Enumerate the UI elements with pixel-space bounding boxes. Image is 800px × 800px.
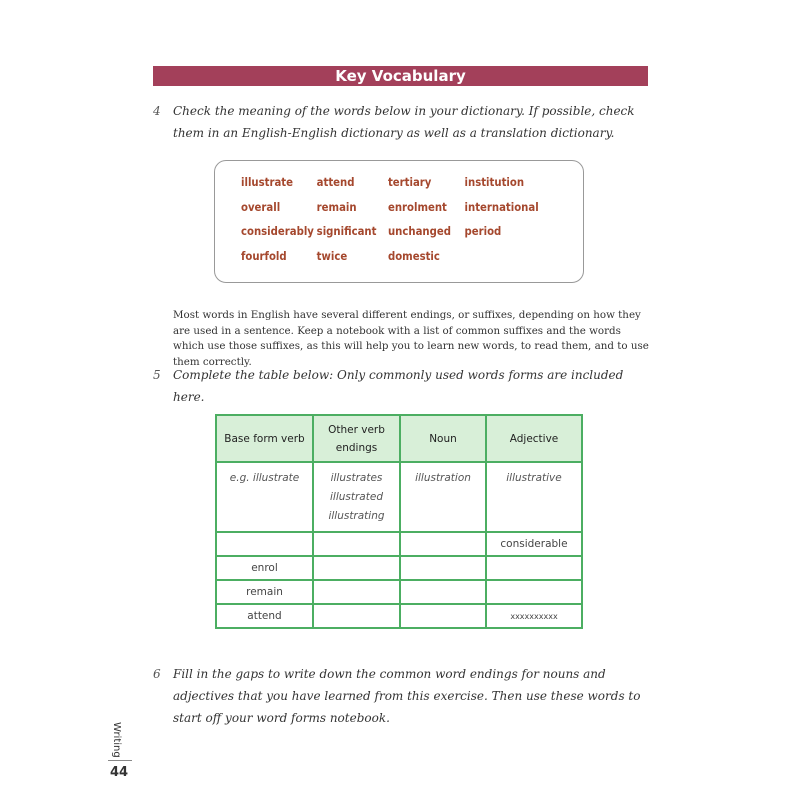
vocab-word: remain — [316, 199, 357, 214]
vocab-word: illustrate — [241, 175, 294, 189]
exercise-instruction: Fill in the gaps to write down the common word endings for nouns and adjectives that you have learned from this exercise. Then use these words to start off your word forms notebook. — [173, 667, 641, 725]
vocab-word: period — [464, 224, 502, 239]
table-cell[interactable] — [400, 604, 486, 628]
table-row — [216, 532, 582, 556]
page-number: 44 — [110, 765, 129, 780]
exercise-instruction: Check the meaning of the words below in your dictionary. If possible, check them in an English-English dictionary as well as a translation dictionary. — [173, 104, 635, 140]
vocab-word: considerably — [241, 224, 314, 239]
table-cell[interactable] — [400, 532, 486, 556]
table-row — [216, 580, 582, 604]
exercise-6 — [153, 663, 653, 729]
table-row — [216, 604, 582, 628]
vocab-word: unchanged — [387, 224, 451, 239]
table-cell[interactable] — [216, 532, 313, 556]
table-cell[interactable] — [486, 580, 582, 604]
table-cell: attend — [216, 604, 313, 628]
vocab-word: significant — [316, 224, 377, 239]
footer-divider — [108, 760, 132, 761]
vocab-word: twice — [316, 249, 348, 264]
example-other-endings — [313, 462, 400, 532]
example-noun: illustration — [400, 462, 486, 532]
vocab-word: attend — [316, 175, 355, 189]
table-cell: considerable — [486, 532, 582, 556]
table-cell[interactable] — [400, 580, 486, 604]
section-side-label: Writing — [111, 722, 122, 758]
table-cell: enrol — [216, 556, 313, 580]
suffix-paragraph: Most words in English have several different endings, or suffixes, depending on how they are used in a sentence. Keep a notebook with a list of common suffixes and the words which use those suffixes, as this will help you to learn new words, to read them, and to use them correctly. — [173, 309, 649, 368]
vocab-word: domestic — [387, 249, 440, 264]
table-cell[interactable] — [313, 556, 400, 580]
example-ending: illustrating — [328, 510, 385, 522]
example-ending: illustrates — [330, 472, 383, 484]
table-row — [216, 556, 582, 580]
exercise-5 — [153, 364, 653, 408]
table-row-example — [216, 462, 582, 532]
vocab-word: fourfold — [241, 249, 287, 264]
example-adjective: illustrative — [486, 462, 582, 532]
header-base-form: Base form verb — [216, 415, 313, 462]
exercise-instruction: Complete the table below: Only commonly used words forms are included here. — [173, 368, 624, 404]
exercise-4 — [153, 100, 653, 144]
exercise-number: 6 — [153, 667, 161, 681]
table-cell[interactable] — [313, 604, 400, 628]
table-cell: xxxxxxxxxx — [486, 604, 582, 628]
exercise-number: 5 — [153, 368, 161, 382]
table-header-row — [216, 415, 582, 462]
example-base: e.g. illustrate — [216, 462, 313, 532]
vocabulary-box — [214, 160, 584, 283]
table-cell[interactable] — [400, 556, 486, 580]
table-cell[interactable] — [313, 532, 400, 556]
header-adjective: Adjective — [486, 415, 582, 462]
vocab-word: tertiary — [387, 175, 432, 189]
word-forms-table — [215, 414, 583, 629]
header-other-endings: Other verb endings — [313, 415, 400, 462]
vocab-word: international — [464, 199, 539, 214]
vocab-word: enrolment — [387, 199, 447, 214]
example-ending: illustrated — [330, 491, 383, 503]
vocabulary-grid — [241, 175, 540, 274]
section-title: Key Vocabulary — [335, 67, 466, 85]
table-cell: remain — [216, 580, 313, 604]
vocab-word — [465, 249, 541, 274]
section-banner — [153, 66, 648, 86]
table-cell[interactable] — [313, 580, 400, 604]
exercise-number: 4 — [153, 104, 161, 118]
vocab-word: institution — [464, 175, 525, 189]
vocab-word: overall — [241, 199, 281, 214]
header-noun: Noun — [400, 415, 486, 462]
table-cell[interactable] — [486, 556, 582, 580]
